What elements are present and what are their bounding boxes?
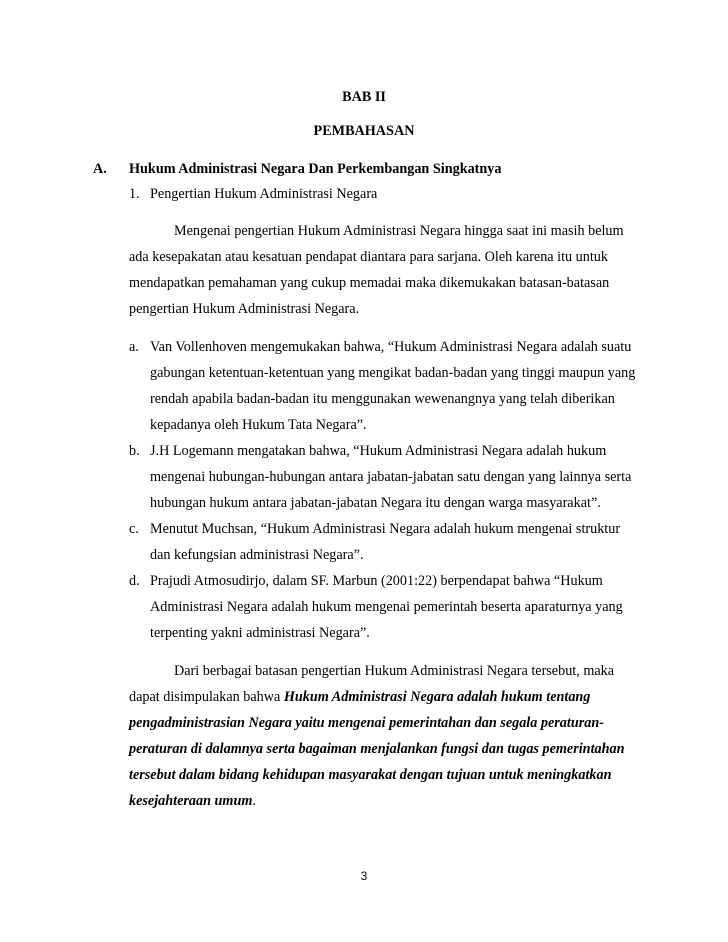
page-number: 3: [360, 869, 368, 883]
definition-marker: b.: [129, 443, 140, 459]
subsection-title: Pengertian Hukum Administrasi Negara: [150, 186, 378, 202]
definition-marker: a.: [129, 339, 139, 355]
conclusion-emphasis: kesejahteraan umum: [129, 793, 253, 809]
definition-marker: c.: [129, 521, 139, 537]
conclusion-emphasis: peraturan di dalamnya serta bagaiman menjalankan fungsi dan tugas pemerintahan: [129, 741, 625, 757]
definition-line: rendah apabila badan-badan itu menggunakan wewenangnya yang telah diberikan: [150, 391, 615, 407]
definition-line: Prajudi Atmosudirjo, dalam SF. Marbun (2001:22) berpendapat bahwa “Hukum: [150, 573, 603, 589]
definition-line: hubungan hukum antara jabatan-jabatan Negara itu dengan warga masyarakat”.: [150, 495, 601, 511]
definition-marker: d.: [129, 573, 140, 589]
definition-line: Van Vollenhoven mengemukakan bahwa, “Hukum Administrasi Negara adalah suatu: [150, 339, 632, 355]
conclusion-plain-text: dapat disimpulakan bahwa: [129, 689, 284, 705]
section-title: Hukum Administrasi Negara Dan Perkembangan Singkatnya: [129, 161, 502, 177]
definition-line: dan kefungsian administrasi Negara”.: [150, 547, 364, 563]
definition-line: Administrasi Negara adalah hukum mengenai pemerintah beserta aparaturnya yang: [150, 599, 623, 615]
intro-line: mendapatkan pemahaman yang cukup memadai maka dikemukakan batasan-batasan: [129, 275, 610, 291]
chapter-title: PEMBAHASAN: [313, 123, 415, 139]
definition-line: terpenting yakni administrasi Negara”.: [150, 625, 370, 641]
definition-line: Menutut Muchsan, “Hukum Administrasi Negara adalah hukum mengenai struktur: [150, 521, 621, 537]
definition-line: kepadanya oleh Hukum Tata Negara”.: [150, 417, 367, 433]
definition-line: mengenai hubungan-hubungan antara jabatan-jabatan satu dengan yang lainnya serta: [150, 469, 632, 485]
conclusion-line: [129, 690, 590, 704]
conclusion-period: .: [252, 793, 256, 809]
conclusion-emphasis: Hukum Administrasi Negara adalah hukum tentang: [283, 689, 591, 705]
subsection-marker: 1.: [129, 186, 140, 202]
section-marker: A.: [93, 161, 107, 177]
intro-line: Mengenai pengertian Hukum Administrasi Negara hingga saat ini masih belum: [174, 223, 624, 239]
conclusion-line: [129, 794, 256, 808]
conclusion-emphasis: tersebut dalam bidang kehidupan masyarakat dengan tujuan untuk meningkatkan: [129, 767, 612, 783]
definition-line: J.H Logemann mengatakan bahwa, “Hukum Administrasi Negara adalah hukum: [150, 443, 607, 459]
intro-line: pengertian Hukum Administrasi Negara.: [129, 301, 360, 317]
conclusion-emphasis: pengadministrasian Negara yaitu mengenai pemerintahan dan segala peraturan-: [129, 715, 604, 731]
intro-line: ada kesepakatan atau kesatuan pendapat diantara para sarjana. Oleh karena itu untuk: [129, 249, 608, 265]
chapter-label: BAB II: [342, 89, 386, 105]
definition-line: gabungan ketentuan-ketentuan yang mengikat badan-badan yang tinggi maupun yang: [150, 365, 636, 381]
conclusion-line: Dari berbagai batasan pengertian Hukum Administrasi Negara tersebut, maka: [174, 663, 615, 679]
